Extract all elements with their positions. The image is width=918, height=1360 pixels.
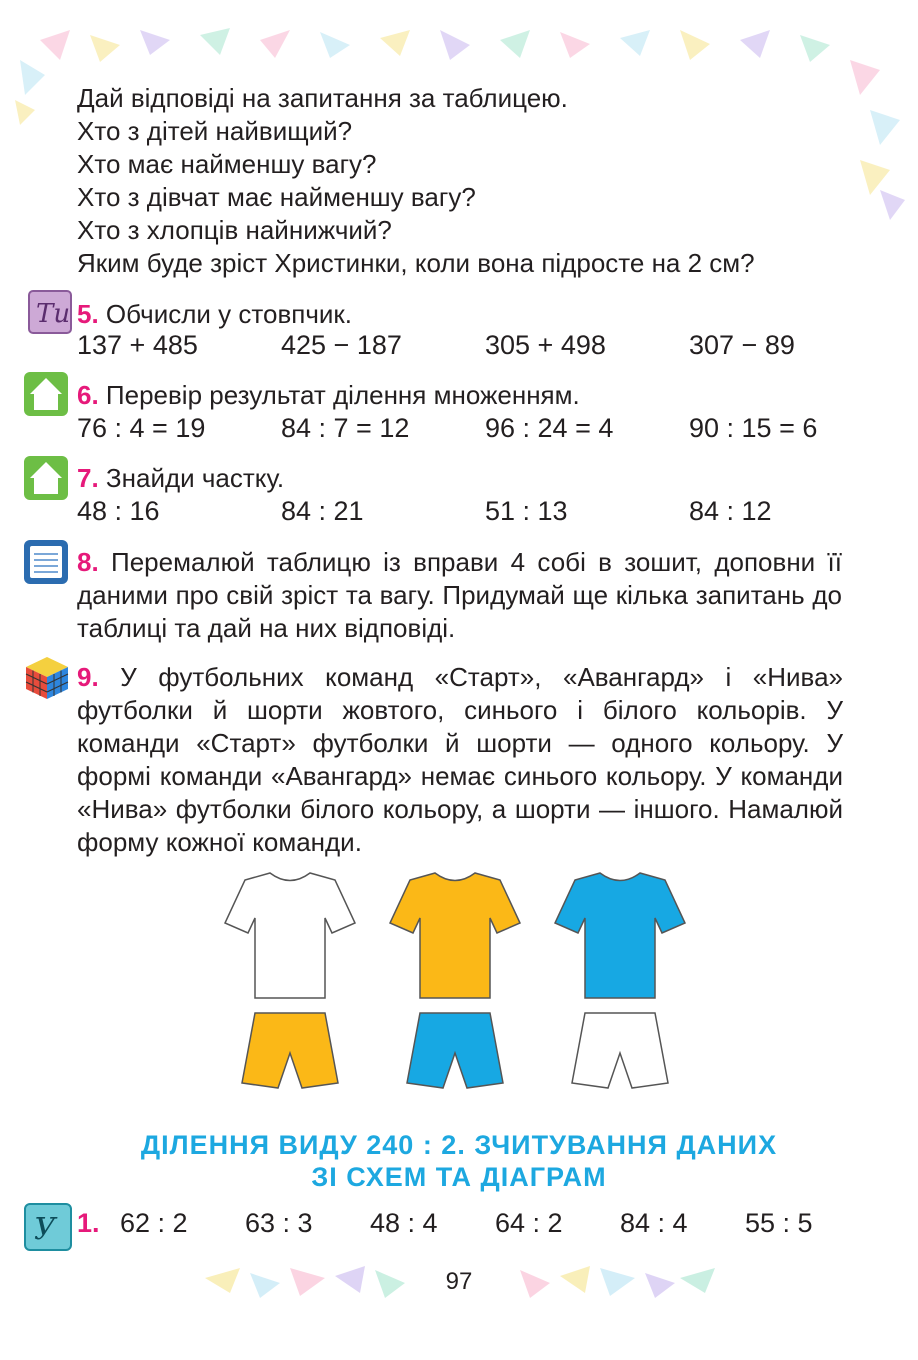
expression: 55 : 5 [745,1208,813,1238]
expression: 48 : 16 [77,496,160,526]
exercise-number: 9. [77,662,99,692]
yellow-shorts [242,1013,338,1088]
exercise-text: У футбольних команд «Старт», «Авангард» і «Нива» футболки й шорти жовтого, синього і білого кольорів. У команди «Старт» футболки й шорти — одного кольору. У формі команди «Авангард» немає синього кольору. У команди «Нива» футболки білого кольору, а шорти — іншого. Намалюй форму кожної команди. [77,662,843,857]
blue-shirt [555,873,685,998]
exercise-8 [77,546,842,645]
exercise-number: 1. [77,1208,100,1238]
exercise-7-heading [77,462,284,495]
expression: 84 : 7 = 12 [281,413,410,443]
expression: 63 : 3 [245,1208,313,1238]
page-number: 97 [445,1268,473,1295]
exercise-title: Перевір результат ділення множенням. [105,380,580,410]
expression: 307 − 89 [689,330,795,360]
expression: 84 : 12 [689,496,772,526]
notebook-icon [24,540,68,584]
white-shirt [225,873,355,998]
svg-text:У: У [34,1212,56,1247]
exercise-5-heading [77,298,352,331]
question-line: Яким буде зріст Христинки, коли вона підросте на 2 см? [77,248,755,278]
exercise-title: Знайди частку. [105,463,285,493]
rubiks-cube-icon [24,655,70,701]
uniforms-illustration [210,868,710,1098]
exercise-9 [77,661,843,859]
exercise-number: 7. [77,463,99,493]
yellow-shirt [390,873,520,998]
homework-icon [24,456,68,500]
exercise-number: 8. [77,547,99,577]
question-line: Дай відповіді на запитання за таблицею. [77,83,568,113]
question-line: Хто з хлопців найнижчий? [77,215,392,245]
homework-icon [24,372,68,416]
question-line: Хто з дітей найвищий? [77,116,353,146]
written-task-icon [28,290,72,334]
expression: 51 : 13 [485,496,568,526]
white-shorts [572,1013,668,1088]
oral-task-icon [24,1203,72,1251]
expression: 64 : 2 [495,1208,563,1238]
svg-text:Ти: Ти [36,299,70,329]
expression: 137 + 485 [77,330,198,360]
expression: 90 : 15 = 6 [689,413,818,443]
exercise-6-heading [77,379,580,412]
section-heading: ДІЛЕННЯ ВИДУ 240 : 2. ЗЧИТУВАННЯ ДАНИХ [140,1130,778,1160]
section-heading: ЗІ СХЕМ ТА ДІАГРАМ [311,1162,607,1192]
expression: 96 : 24 = 4 [485,413,614,443]
expression: 305 + 498 [485,330,606,360]
question-line: Хто з дівчат має найменшу вагу? [77,182,476,212]
exercise-number: 6. [77,380,99,410]
expression: 62 : 2 [120,1208,188,1238]
expression: 425 − 187 [281,330,402,360]
expression: 84 : 4 [620,1208,688,1238]
blue-shorts [407,1013,503,1088]
exercise-title: Обчисли у стовпчик. [105,299,353,329]
exercise-text: Перемалюй таблицю із вправи 4 собі в зошит, доповни її даними про свій зріст та вагу. Придумай ще кілька запитань до таблиці та дай на них відповіді. [77,547,842,643]
question-line: Хто має найменшу вагу? [77,149,377,179]
exercise-number: 5. [77,299,99,329]
expression: 48 : 4 [370,1208,438,1238]
expression: 84 : 21 [281,496,364,526]
expression: 76 : 4 = 19 [77,413,206,443]
